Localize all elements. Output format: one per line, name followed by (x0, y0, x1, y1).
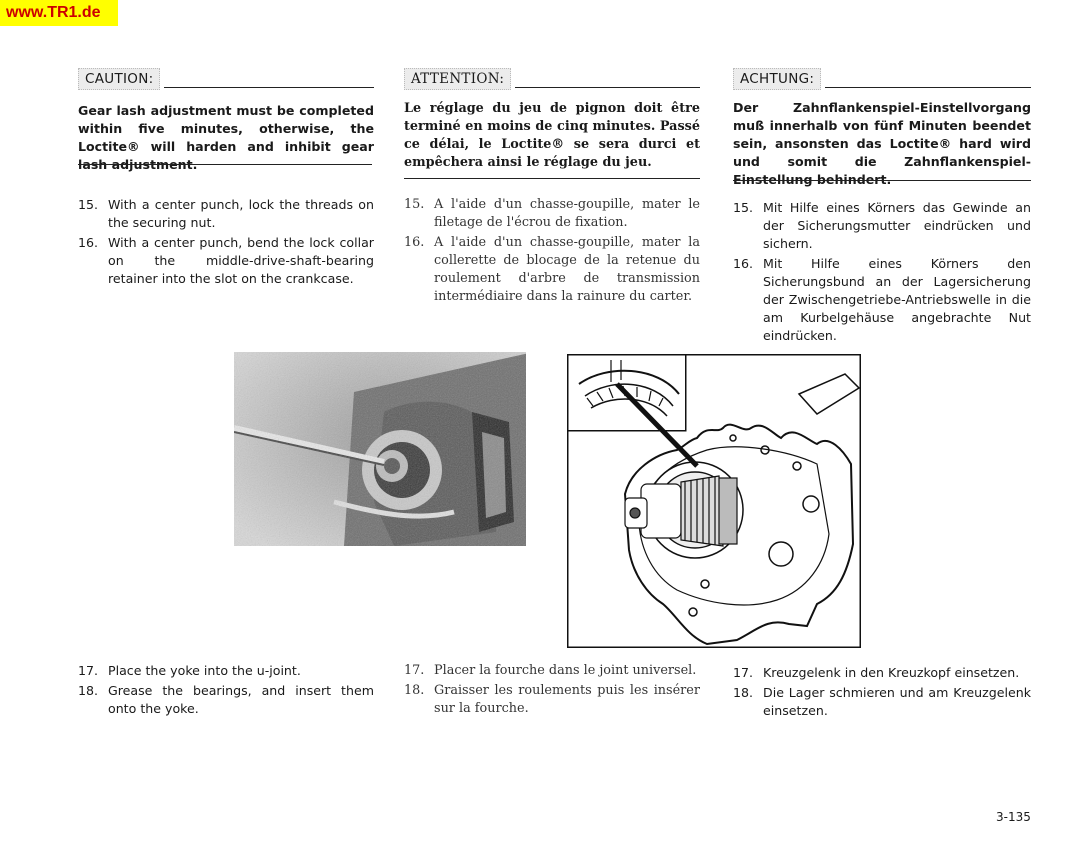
step-text: Grease the bearings, and insert them onto the yoke. (108, 683, 374, 716)
step-number: 17. (733, 665, 754, 680)
bearing-retainer-diagram (567, 354, 861, 648)
step-item (404, 234, 700, 306)
step-item (404, 662, 700, 680)
heading-rule (515, 87, 700, 88)
step-text: Graisser les roulements puis les insérer sur la fourche. (434, 683, 700, 716)
caution-text-de: Der Zahnflankenspiel-Einstellvorgang muß innerhalb von fünf Minuten beendet sein, ansonsten das Loctite® hard wird und somit die Zahnflankenspiel-Einstellung behindert. (733, 100, 1031, 187)
caution-label-fr: ATTENTION: (404, 68, 511, 90)
step-text: Die Lager schmieren und am Kreuzgelenk einsetzen. (763, 685, 1031, 718)
caution-label-de: ACHTUNG: (733, 68, 821, 90)
step-item (404, 682, 700, 718)
caution-bottom-rule (78, 164, 372, 165)
step-number: 15. (733, 200, 754, 215)
step-item (404, 196, 700, 232)
step-item (733, 664, 1031, 682)
caution-text-fr: Le réglage du jeu de pignon doit être terminé en moins de cinq minutes. Passé ce délai, le Loctite® se sera durci et empêchera ainsi le réglage du jeu. (404, 101, 700, 170)
step-item (733, 684, 1031, 720)
steps-bottom-de (733, 664, 1031, 722)
crankcase-punch-photo (234, 352, 526, 546)
step-number: 16. (404, 235, 425, 250)
step-number: 15. (404, 197, 425, 212)
step-number: 18. (78, 683, 99, 698)
caution-bottom-rule (404, 178, 700, 179)
step-item (78, 234, 374, 288)
steps-top-fr (404, 196, 700, 308)
caution-heading-fr (404, 68, 700, 90)
step-item (78, 662, 374, 680)
step-number: 18. (404, 683, 425, 698)
step-number: 17. (404, 663, 425, 678)
heading-rule (825, 87, 1031, 88)
steps-bottom-fr (404, 662, 700, 720)
step-text: With a center punch, bend the lock collar on the middle-drive-shaft-bearing retainer into the slot on the crankcase. (108, 235, 374, 286)
step-text: Place the yoke into the u-joint. (108, 663, 301, 678)
step-number: 17. (78, 663, 99, 678)
step-text: Kreuzgelenk in den Kreuzkopf einsetzen. (763, 665, 1020, 680)
step-number: 15. (78, 197, 99, 212)
caution-heading-de (733, 68, 1031, 90)
step-text: With a center punch, lock the threads on the securing nut. (108, 197, 374, 230)
step-text: Mit Hilfe eines Körners das Gewinde an der Sicherungsmutter eindrücken und sichern. (763, 200, 1031, 251)
step-item (78, 682, 374, 718)
site-watermark: www.TR1.de (0, 0, 118, 26)
step-item (733, 199, 1031, 253)
step-text: Mit Hilfe eines Körners den Sicherungsbund an der Lagersicherung der Zwischengetriebe-Antriebswelle in die am Kurbelgehäuse angebrachte Nut eindrücken. (763, 256, 1031, 343)
step-number: 16. (733, 256, 754, 271)
step-number: 18. (733, 685, 754, 700)
page-number: 3-135 (996, 810, 1031, 824)
step-number: 16. (78, 235, 99, 250)
steps-bottom-en (78, 662, 374, 720)
caution-heading-en (78, 68, 374, 90)
step-text: A l'aide d'un chasse-goupille, mater le filetage de l'écrou de fixation. (434, 197, 700, 230)
step-item (78, 196, 374, 232)
step-text: Placer la fourche dans le joint universel. (434, 663, 697, 678)
step-text: A l'aide d'un chasse-goupille, mater la collerette de blocage de la retenue du roulement d'arbre de transmission intermédiaire dans la rainure du carter. (434, 235, 700, 304)
heading-rule (164, 87, 374, 88)
caution-text-en: Gear lash adjustment must be completed within five minutes, otherwise, the Loctite® will harden and inhibit gear lash adjustment. (78, 103, 374, 172)
caution-bottom-rule (733, 180, 1031, 181)
step-item (733, 255, 1031, 345)
caution-label-en: CAUTION: (78, 68, 160, 90)
steps-top-en (78, 196, 374, 290)
steps-top-de (733, 199, 1031, 347)
